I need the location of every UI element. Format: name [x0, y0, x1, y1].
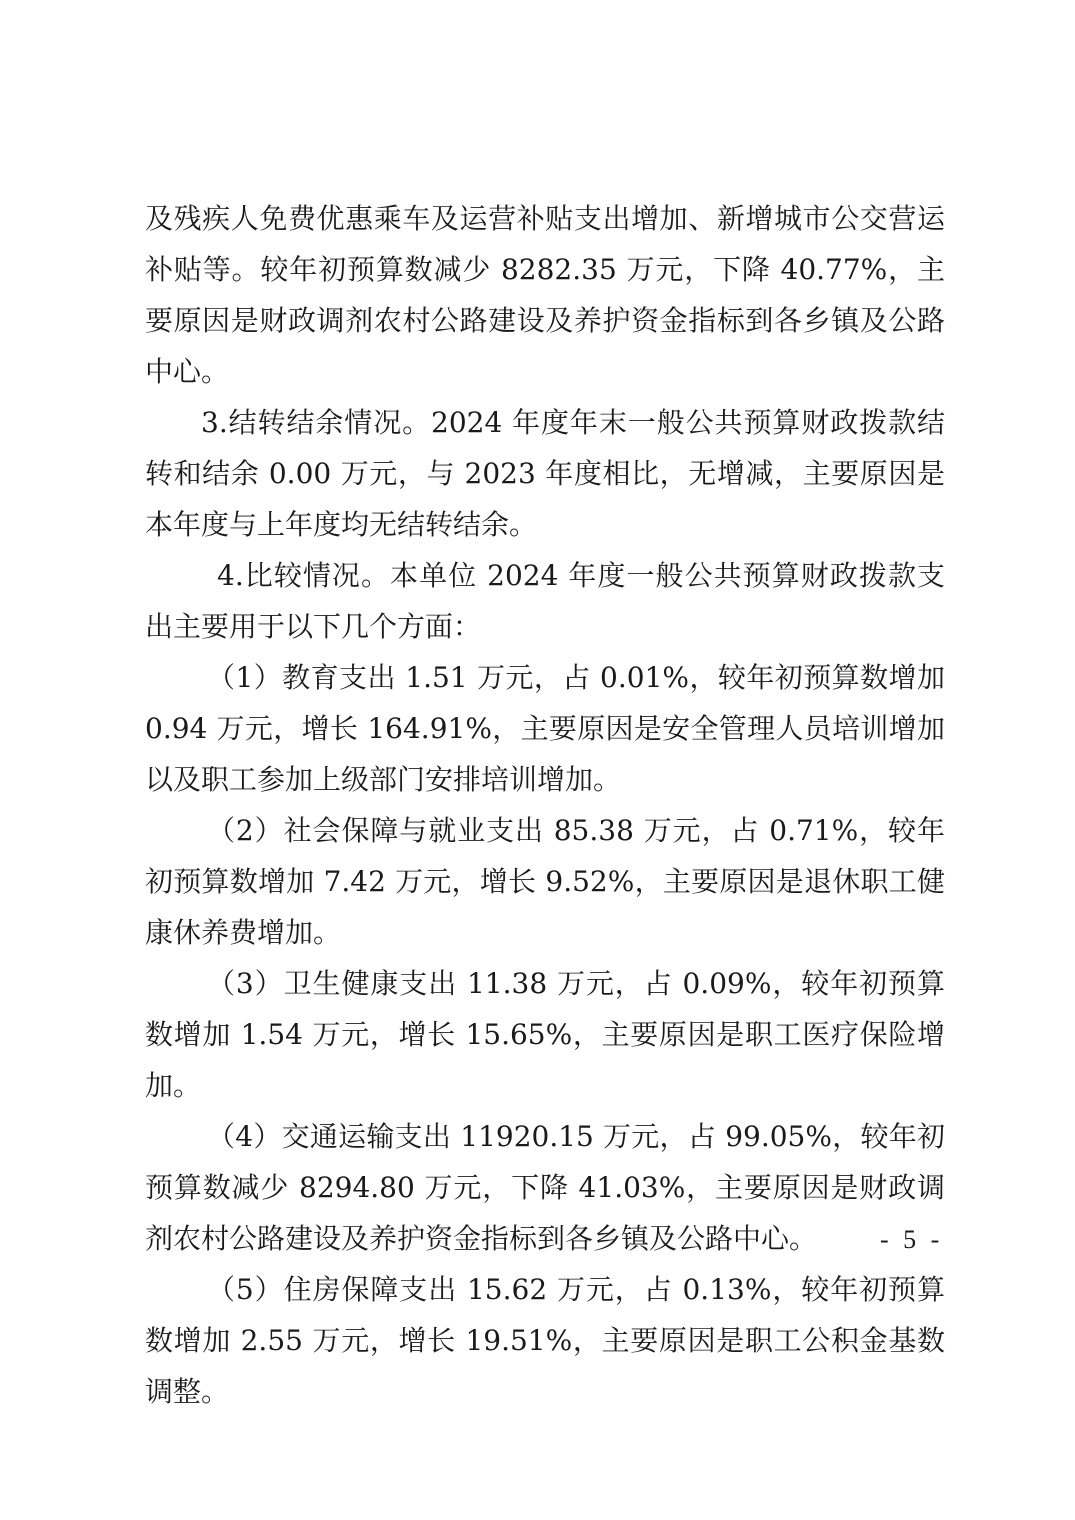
list-item-health: （3）卫生健康支出 11.38 万元，占 0.09%，较年初预算数增加 1.54 万元，增长 15.65%，主要原因是职工医疗保险增加。 — [145, 967, 945, 1102]
paragraph-continuation: 及残疾人免费优惠乘车及运营补贴支出增加、新增城市公交营运补贴等。较年初预算数减少 8282.35 万元，下降 40.77%，主要原因是财政调剂农村公路建设及养护资金指标到各乡镇及公路中心。 — [145, 202, 945, 388]
list-item-transport: （4）交通运输支出 11920.15 万元，占 99.05%，较年初预算数减少 8294.80 万元，下降 41.03%，主要原因是财政调剂农村公路建设及养护资金指标到各乡镇及公路中心。 — [145, 1120, 945, 1255]
page-number: - 5 - — [880, 1225, 944, 1254]
list-item-education: （1）教育支出 1.51 万元，占 0.01%，较年初预算数增加 0.94 万元，增长 164.91%，主要原因是安全管理人员培训增加以及职工参加上级部门安排培训增加。 — [145, 661, 945, 796]
list-item-housing: （5）住房保障支出 15.62 万元，占 0.13%，较年初预算数增加 2.55 万元，增长 19.51%，主要原因是职工公积金基数调整。 — [145, 1273, 945, 1408]
body-text — [145, 193, 945, 1417]
paragraph-carryover-balance: 3.结转结余情况。2024 年度年末一般公共预算财政拨款结转和结余 0.00 万元，与 2023 年度相比，无增减，主要原因是本年度与上年度均无结转结余。 — [145, 406, 945, 541]
list-item-social-security: （2）社会保障与就业支出 85.38 万元，占 0.71%，较年初预算数增加 7.42 万元，增长 9.52%，主要原因是退休职工健康休养费增加。 — [145, 814, 945, 949]
paragraph-comparison: 4.比较情况。本单位 2024 年度一般公共预算财政拨款支出主要用于以下几个方面： — [145, 559, 945, 643]
